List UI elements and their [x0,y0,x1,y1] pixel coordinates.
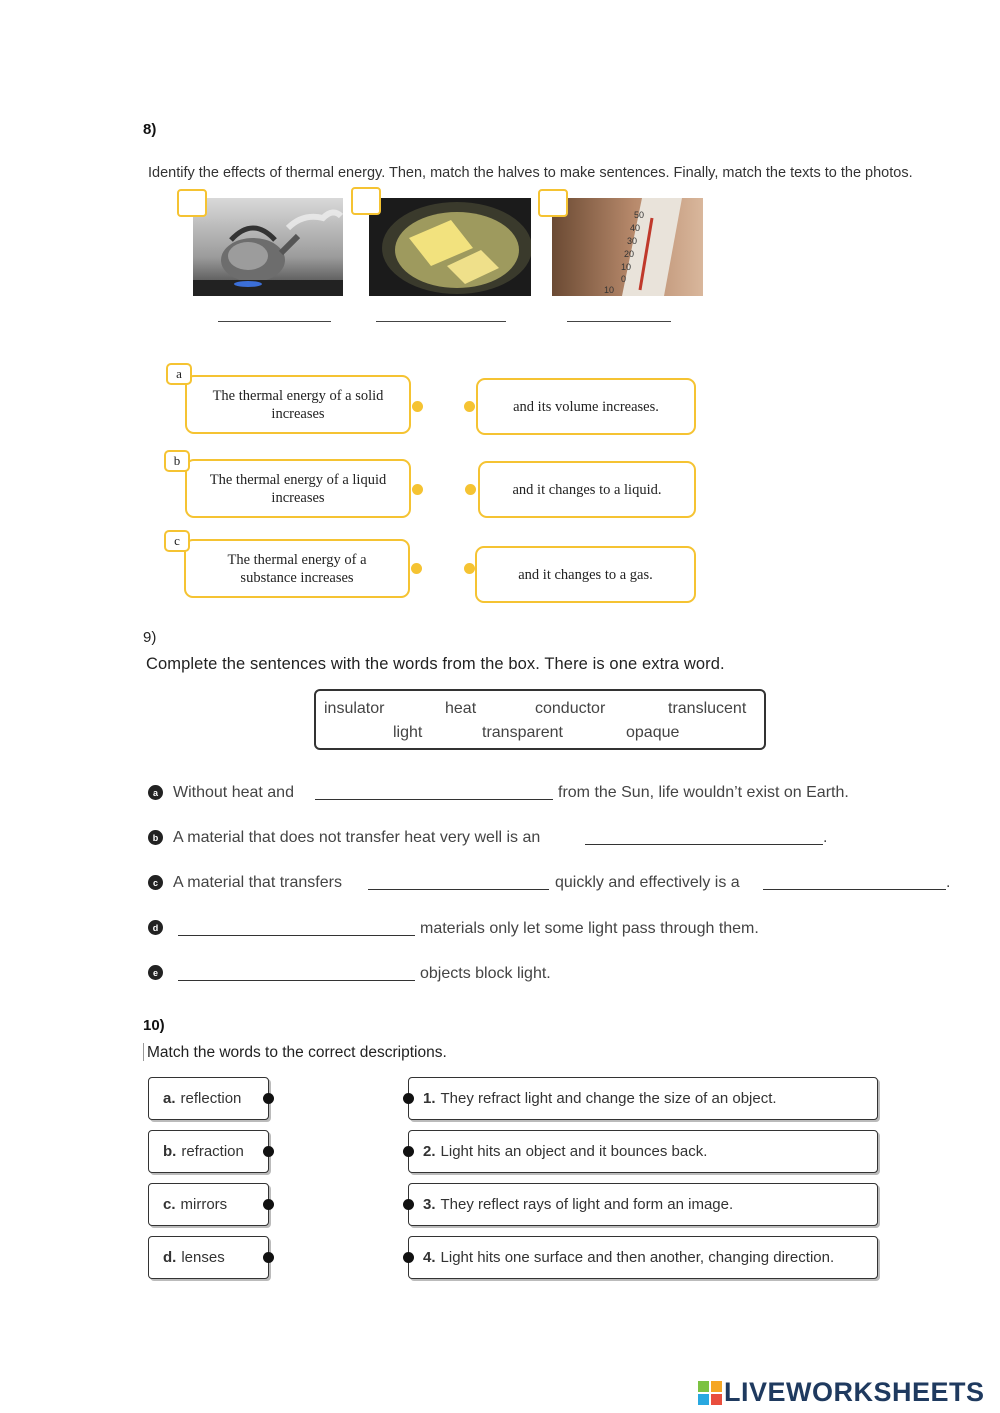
sentence-d-blank[interactable] [178,935,415,936]
word-card-c-dot[interactable] [263,1199,274,1210]
sentence-c-start: A material that transfers [173,874,342,891]
sentence-c-blank-2[interactable] [763,889,946,890]
bullet-a: a [148,785,163,800]
photo-3-answer-box[interactable] [538,189,568,217]
word-transparent: transparent [482,724,563,741]
description-card-1-dot[interactable] [403,1093,414,1104]
thermometer-tick: 30 [627,236,638,246]
match-right-2-dot[interactable] [465,484,476,495]
sentence-b-end: . [823,829,828,846]
word-card-b-dot[interactable] [263,1146,274,1157]
bullet-c: c [148,875,163,890]
match-left-c-text: The thermal energy of a substance increases [227,551,367,586]
description-card-4-number: 4. [423,1249,436,1266]
description-card-2 [408,1130,878,1173]
sentence-c-end: . [946,874,951,891]
thermometer-tick: 40 [630,223,641,233]
sentence-c-middle: quickly and effectively is a [555,874,740,891]
question-10-instruction: Match the words to the correct descriptions. [147,1044,447,1061]
sentence-a-end: from the Sun, life wouldn’t exist on Earth. [558,784,849,801]
photo-kettle-on-stove [193,198,343,296]
sentence-e-blank[interactable] [178,980,415,981]
word-card-a-letter: a. [163,1090,176,1107]
match-right-1 [476,378,696,435]
match-left-c [184,539,410,598]
sentence-b-blank[interactable] [585,844,823,845]
match-left-c-dot[interactable] [411,563,422,574]
match-left-a-dot[interactable] [412,401,423,412]
match-right-3 [475,546,696,603]
match-right-3-text: and it changes to a gas. [518,566,653,583]
description-card-1-text: They refract light and change the size of an object. [440,1090,777,1107]
description-card-3-text: They reflect rays of light and form an image. [440,1196,734,1213]
sentence-a-blank[interactable] [315,799,553,800]
photo-1-answer-box[interactable] [177,189,207,217]
word-card-d-dot[interactable] [263,1252,274,1263]
photo-2-answer-box[interactable] [351,187,381,215]
word-card-b-text: refraction [181,1143,244,1160]
description-card-4-dot[interactable] [403,1252,414,1263]
question-9-instruction: Complete the sentences with the words from the box. There is one extra word. [146,655,725,673]
bullet-b: b [148,830,163,845]
match-letter-a: a [166,363,192,385]
match-left-b-text: The thermal energy of a liquid increases [209,471,387,506]
word-card-b-letter: b. [163,1143,177,1160]
description-card-1 [408,1077,878,1120]
liveworksheets-logo[interactable]: LIVEWORKSHEETS [724,1377,985,1407]
description-card-2-text: Light hits an object and it bounces back. [440,1143,708,1160]
word-opaque: opaque [626,724,680,741]
match-right-1-dot[interactable] [464,401,475,412]
word-card-d-letter: d. [163,1249,177,1266]
match-left-b-dot[interactable] [412,484,423,495]
description-card-4 [408,1236,878,1279]
sentence-c-blank-1[interactable] [368,889,549,890]
word-card-c-letter: c. [163,1196,176,1213]
match-letter-c: c [164,530,190,552]
word-card-a-dot[interactable] [263,1093,274,1104]
match-right-1-text: and its volume increases. [513,398,659,415]
question-8-number: 8) [143,121,157,138]
match-left-b [185,459,411,518]
word-card-c-text: mirrors [180,1196,228,1213]
word-heat: heat [445,700,477,717]
kettle-illustration [193,198,343,296]
description-card-3 [408,1183,878,1226]
description-card-2-number: 2. [423,1143,436,1160]
match-left-a-text: The thermal energy of a solid increases [212,387,384,422]
sentence-a-start: Without heat and [173,784,294,801]
photo-thermometer [552,198,703,296]
sentence-e-end: objects block light. [420,965,551,982]
description-card-3-number: 3. [423,1196,436,1213]
question-10-number: 10) [143,1017,165,1034]
thermometer-tick: 10 [604,285,615,295]
question-9-number: 9) [143,629,157,646]
bullet-e: e [148,965,163,980]
word-card-d [148,1236,269,1279]
description-card-4-text: Light hits one surface and then another, changing direction. [440,1249,835,1266]
photo-butter-melting-in-pan [369,198,531,296]
photo-2-answer-line[interactable] [376,321,506,322]
word-translucent: translucent [668,700,747,717]
match-right-2-text: and it changes to a liquid. [512,481,662,498]
description-card-3-dot[interactable] [403,1199,414,1210]
match-right-3-dot[interactable] [464,563,475,574]
word-conductor: conductor [535,700,606,717]
liveworksheets-logo-icon [698,1381,722,1405]
word-card-a-text: reflection [180,1090,242,1107]
question-8-instruction: Identify the effects of thermal energy. Then, match the halves to make sentences. Finally, match the texts to the photos. [148,165,913,181]
match-left-a [185,375,411,434]
match-right-2 [478,461,696,518]
photo-1-answer-line[interactable] [218,321,331,322]
cursor-bar [143,1043,144,1061]
bullet-d: d [148,920,163,935]
match-letter-b: b [164,450,190,472]
word-card-c [148,1183,269,1226]
word-insulator: insulator [324,700,385,717]
thermometer-tick: 20 [624,249,635,259]
word-card-b [148,1130,269,1173]
photo-3-answer-line[interactable] [567,321,671,322]
word-card-a [148,1077,269,1120]
butter-pan-illustration [369,198,531,296]
thermometer-tick: 50 [634,210,645,220]
sentence-b-start: A material that does not transfer heat very well is an [173,829,541,846]
description-card-2-dot[interactable] [403,1146,414,1157]
thermometer-tick: 0 [621,274,627,284]
thermometer-illustration [552,198,703,296]
description-card-1-number: 1. [423,1090,436,1107]
word-card-d-text: lenses [181,1249,225,1266]
sentence-d-end: materials only let some light pass through them. [420,920,759,937]
word-light: light [393,724,423,741]
thermometer-tick: 10 [621,262,632,272]
